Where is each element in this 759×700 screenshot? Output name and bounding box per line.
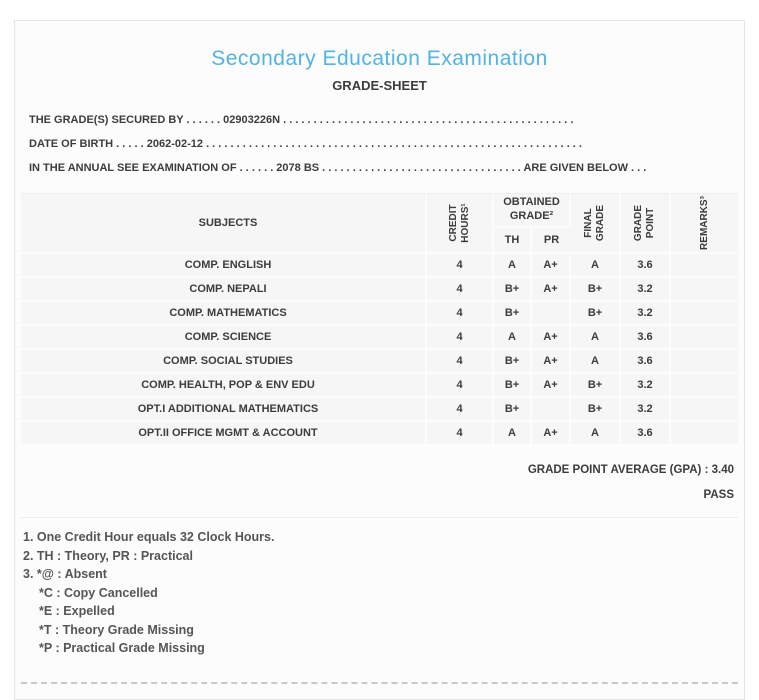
page-title: Secondary Education Examination <box>211 47 548 70</box>
credit-hours-cell: 4 <box>427 374 494 398</box>
footnotes-divider <box>21 517 738 518</box>
table-row <box>21 398 738 422</box>
table-row <box>21 278 738 302</box>
footnote-expelled: *E : Expelled <box>39 604 115 618</box>
practical-grade-cell: A+ <box>532 278 571 302</box>
grades-table-body <box>21 254 738 446</box>
page-subtitle: GRADE-SHEET <box>332 78 427 93</box>
final-grade-cell: A <box>571 350 621 374</box>
remarks-cell <box>671 302 738 326</box>
column-header-subjects: SUBJECTS <box>21 193 427 254</box>
practical-grade-cell: A+ <box>532 350 571 374</box>
practical-grade-cell: A+ <box>532 422 571 446</box>
table-row <box>21 254 738 278</box>
final-grade-cell: A <box>571 326 621 350</box>
grade-point-cell: 3.2 <box>621 302 671 326</box>
final-grade-cell: B+ <box>571 374 621 398</box>
credit-hours-cell: 4 <box>427 422 494 446</box>
grades-table <box>21 193 738 446</box>
remarks-label: REMARKS³ <box>698 196 710 250</box>
theory-grade-cell: B+ <box>494 278 532 302</box>
practical-grade-cell <box>532 302 571 326</box>
column-header-practical: PR <box>532 228 571 254</box>
info-line-secured-by: THE GRADE(S) SECURED BY . . . . . . 02903226N . . . . . . . . . . . . . . . . . . . . . . . . . . . . . . . . . . . . . . . . . . . . . . . . <box>29 114 574 126</box>
grade-point-cell: 3.6 <box>621 254 671 278</box>
column-header-grade-point <box>621 193 671 254</box>
footnotes <box>21 528 738 658</box>
credit-hours-cell: 4 <box>427 398 494 422</box>
remarks-cell <box>671 398 738 422</box>
credit-hours-cell: 4 <box>427 254 494 278</box>
grade-point-cell: 3.2 <box>621 398 671 422</box>
practical-grade-cell: A+ <box>532 254 571 278</box>
result-status: PASS <box>703 489 734 501</box>
footnote-theory-missing: *T : Theory Grade Missing <box>39 622 194 637</box>
credit-hours-cell: 4 <box>427 278 494 302</box>
footnote-absent: 3. *@ : Absent <box>23 567 107 581</box>
footnote-practical-missing: *P : Practical Grade Missing <box>39 641 205 655</box>
table-row <box>21 302 738 326</box>
subject-cell: COMP. HEALTH, POP & ENV EDU <box>21 374 427 398</box>
column-header-final-grade <box>571 193 621 254</box>
credit-hours-cell: 4 <box>427 350 494 374</box>
remarks-cell <box>671 374 738 398</box>
subject-cell: COMP. MATHEMATICS <box>21 302 427 326</box>
grade-point-cell: 3.6 <box>621 326 671 350</box>
footnote-th-pr: 2. TH : Theory, PR : Practical <box>23 548 193 563</box>
theory-grade-cell: A <box>494 254 532 278</box>
info-line-date-of-birth: DATE OF BIRTH . . . . . 2062-02-12 . . . . . . . . . . . . . . . . . . . . . . . . . . . . . . . . . . . . . . . . . . . . . . . . . . . . . . . . . . . . . . <box>29 138 582 150</box>
final-grade-cell: A <box>571 422 621 446</box>
practical-grade-cell: A+ <box>532 326 571 350</box>
grade-point-cell: 3.2 <box>621 278 671 302</box>
bottom-dashed-divider <box>21 682 738 684</box>
table-row <box>21 374 738 398</box>
table-row <box>21 326 738 350</box>
column-header-remarks <box>671 193 738 254</box>
theory-grade-cell: B+ <box>494 398 532 422</box>
final-grade-cell: B+ <box>571 302 621 326</box>
remarks-cell <box>671 326 738 350</box>
theory-grade-cell: B+ <box>494 374 532 398</box>
candidate-info <box>29 108 730 180</box>
remarks-cell <box>671 278 738 302</box>
table-row <box>21 350 738 374</box>
practical-grade-cell: A+ <box>532 374 571 398</box>
remarks-cell <box>671 422 738 446</box>
column-header-credit-hours <box>427 193 494 254</box>
final-grade-cell: B+ <box>571 278 621 302</box>
theory-grade-cell: A <box>494 326 532 350</box>
gpa-value: GRADE POINT AVERAGE (GPA) : 3.40 <box>527 464 734 476</box>
subject-cell: COMP. SOCIAL STUDIES <box>21 350 427 374</box>
practical-grade-cell <box>532 398 571 422</box>
remarks-cell <box>671 254 738 278</box>
grade-sheet-panel <box>14 20 745 700</box>
subject-cell: COMP. NEPALI <box>21 278 427 302</box>
final-grade-label: FINAL GRADE <box>583 204 607 242</box>
grade-point-cell: 3.2 <box>621 374 671 398</box>
theory-grade-cell: B+ <box>494 350 532 374</box>
footnote-copy-cancelled: *C : Copy Cancelled <box>39 585 158 600</box>
final-grade-cell: A <box>571 254 621 278</box>
subject-cell: COMP. ENGLISH <box>21 254 427 278</box>
subject-cell: OPT.I ADDITIONAL MATHEMATICS <box>21 398 427 422</box>
footnote-credit-hour: 1. One Credit Hour equals 32 Clock Hours. <box>23 530 275 544</box>
credit-hours-cell: 4 <box>427 302 494 326</box>
theory-grade-cell: B+ <box>494 302 532 326</box>
theory-grade-cell: A <box>494 422 532 446</box>
column-header-obtained-grade: OBTAINED GRADE² <box>494 193 571 228</box>
grade-point-cell: 3.6 <box>621 422 671 446</box>
table-row <box>21 422 738 446</box>
subject-cell: OPT.II OFFICE MGMT & ACCOUNT <box>21 422 427 446</box>
subject-cell: COMP. SCIENCE <box>21 326 427 350</box>
final-grade-cell: B+ <box>571 398 621 422</box>
credit-hours-cell: 4 <box>427 326 494 350</box>
remarks-cell <box>671 350 738 374</box>
grade-point-cell: 3.6 <box>621 350 671 374</box>
result-summary <box>21 458 738 508</box>
info-line-examination: IN THE ANNUAL SEE EXAMINATION OF . . . . . . 2078 BS . . . . . . . . . . . . . . . . . . . . . . . . . . . . . . . . . ARE GIVEN BELOW . . . <box>29 162 647 174</box>
credit-hours-label: CREDIT HOURS¹ <box>447 203 471 243</box>
column-header-theory: TH <box>494 228 532 254</box>
grade-point-label: GRADE POINT <box>633 204 657 242</box>
